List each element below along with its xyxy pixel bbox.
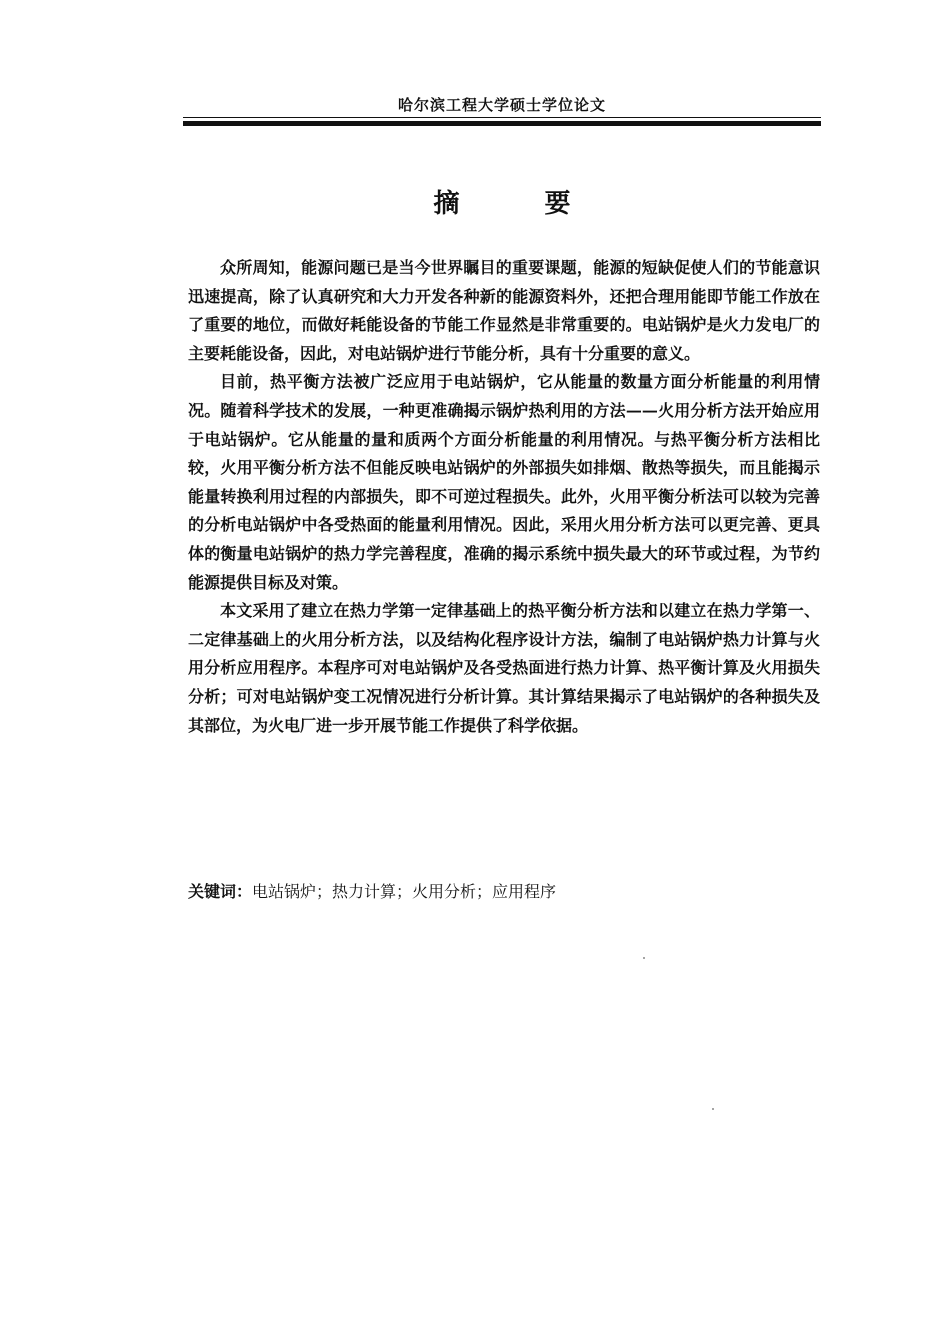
abstract-paragraph-2: 目前，热平衡方法被广泛应用于电站锅炉，它从能量的数量方面分析能量的利用情况。随着科学技术的发展，一种更准确揭示锅炉热利用的方法——火用分析方法开始应用于电站锅炉。它从能量的量和质两个方面分析能量的利用情况。与热平衡分析方法相比较，火用平衡分析方法不但能反映电站锅炉的外部损失如排烟、散热等损失，而且能揭示能量转换利用过程的内部损失，即不可逆过程损失。此外，火用平衡分析法可以较为完善的分析电站锅炉中各受热面的能量利用情况。因此，采用火用分析方法可以更完善、更具体的衡量电站锅炉的热力学完善程度，准确的揭示系统中损失最大的环节或过程，为节约能源提供目标及对策。 xyxy=(188,372,820,592)
scan-speck xyxy=(712,1108,714,1110)
abstract-body xyxy=(188,254,820,740)
keywords-label: 关键词： xyxy=(188,882,253,901)
abstract-paragraph-3: 本文采用了建立在热力学第一定律基础上的热平衡分析方法和以建立在热力学第一、二定律基础上的火用分析方法，以及结构化程序设计方法，编制了电站锅炉热力计算与火用分析应用程序。本程序可对电站锅炉及各受热面进行热力计算、热平衡计算及火用损失分析；可对电站锅炉变工况情况进行分析计算。其计算结果揭示了电站锅炉的各种损失及其部位，为火电厂进一步开展节能工作提供了科学依据。 xyxy=(188,601,820,735)
running-header-title: 哈尔滨工程大学硕士学位论文 xyxy=(397,96,606,114)
header-rule-thick xyxy=(183,121,821,126)
keywords-list: 电站锅炉；热力计算；火用分析；应用程序 xyxy=(252,882,557,901)
keywords-line xyxy=(188,878,820,906)
abstract-title: 摘 要 xyxy=(433,189,609,219)
header-rule-thin xyxy=(183,117,821,118)
abstract-paragraph-1: 众所周知，能源问题已是当今世界瞩目的重要课题，能源的短缺促使人们的节能意识迅速提高，除了认真研究和大力开发各种新的能源资料外，还把合理用能即节能工作放在了重要的地位，而做好耗能设备的节能工作显然是非常重要的。电站锅炉是火力发电厂的主要耗能设备，因此，对电站锅炉进行节能分析，具有十分重要的意义。 xyxy=(188,258,820,363)
scan-speck xyxy=(643,957,645,959)
